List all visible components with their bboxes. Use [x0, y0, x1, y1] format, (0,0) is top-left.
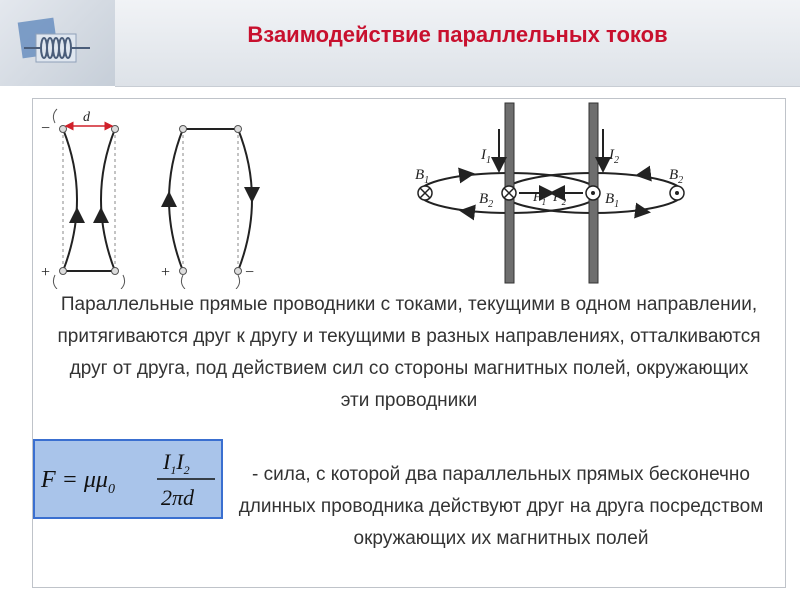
label-i2: I: [609, 147, 614, 163]
svg-text:F2: $F_2$: [553, 190, 567, 207]
svg-text:B2: $B_2$: [669, 167, 684, 186]
distance-label: d: [83, 110, 90, 125]
slide-title: Взаимодействие параллельных токов: [247, 22, 668, 47]
force-definition: - сила, с которой два параллельных прямых бесконечно длинных проводника действуют друг на друга посредством окружающих их магнитных полей: [238, 464, 764, 549]
formula-box: [33, 439, 223, 519]
polarity-right-bottom-left: +: [161, 264, 171, 281]
conductors-diagram: [33, 99, 785, 289]
formula-numerator: $I_1I_2$: [163, 449, 190, 477]
svg-text:I1: $I_1$: [481, 147, 491, 166]
coil-logo-icon: [14, 14, 104, 74]
svg-text:B1: $B_1$: [415, 167, 430, 186]
label-b2-inner: B: [479, 191, 489, 207]
label-b2-right: B: [669, 167, 679, 183]
label-f1: F: [533, 190, 542, 205]
main-paragraph: Параллельные прямые проводники с токами, текущими в одном направлении, притягиваются друг к другу и текущими в разных направлениях, отталкиваются друг от друга, под действием сил со стороны магнитных полей, окружающих эти проводники: [57, 294, 761, 411]
label-i1: I: [481, 147, 486, 163]
field-diagram: [418, 103, 684, 283]
polarity-left-top: −: [41, 120, 51, 137]
repulsion-conductors: [169, 126, 255, 290]
content-panel: [32, 98, 786, 588]
attraction-conductors: [53, 109, 124, 289]
polarity-right-bottom-right: −: [245, 264, 255, 281]
svg-text:B2: $B_2$: [479, 191, 494, 210]
svg-text:F1: $F_1$: [533, 190, 547, 207]
polarity-left-bottom: +: [41, 264, 51, 281]
svg-text:I2: $I_2$: [609, 147, 619, 166]
label-b1-inner: B: [605, 191, 615, 207]
svg-text:B1: $B_1$: [605, 191, 620, 210]
label-f2: F: [553, 190, 562, 205]
formula-denominator: 2πd: [161, 485, 195, 510]
formula-lhs: $F = \mu\mu_0$: [41, 467, 115, 497]
label-b1-left: B: [415, 167, 425, 183]
force-formula: [35, 441, 221, 517]
